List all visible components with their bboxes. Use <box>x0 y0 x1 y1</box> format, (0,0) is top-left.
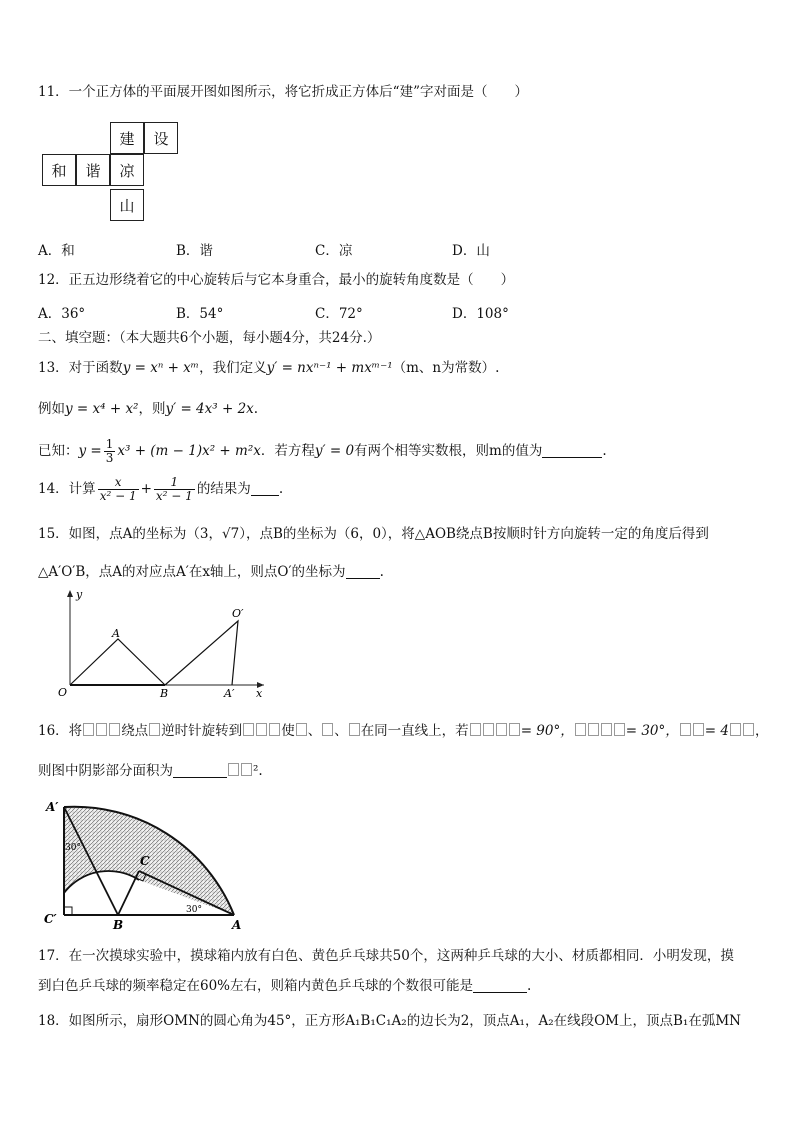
q16-text-d: 使 <box>281 723 295 739</box>
q17-line2 <box>38 977 531 995</box>
label-a: A <box>232 918 242 930</box>
q17-text: 到白色乒乓球的频率稳定在60%左右，则箱内黄色乒乓球的个数很可能是 <box>38 978 474 994</box>
label-o-prime: O′ <box>232 607 244 620</box>
q11-option-b: B．谐 <box>176 243 213 259</box>
missing-symbol-icon <box>729 723 755 739</box>
q16-text-b: 绕点 <box>121 723 149 739</box>
section-heading: 二、填空题：（本大题共6个小题，每小题4分，共24分.） <box>38 330 381 346</box>
q16-end: ². <box>253 763 263 779</box>
right-angle-c1 <box>64 907 72 915</box>
q12-option-b: B．54° <box>176 306 224 322</box>
q16-line1 <box>38 722 768 740</box>
q14-line <box>38 474 283 506</box>
q14-result: 的结果为 <box>196 481 251 497</box>
label-a-prime: A′ <box>46 800 59 814</box>
q13-line1 <box>38 359 499 377</box>
q17-line1: 17．在一次摸球实验中，摸球箱内放有白色、黄色乒乓球共50个，这两种乒乓球的大小、材质都相同．小明发现，摸 <box>38 948 734 964</box>
label-a-prime: A′ <box>224 687 235 700</box>
triangle-aob <box>70 639 165 685</box>
q13-line2 <box>38 400 258 418</box>
q13-constants: （m、n为常数）. <box>392 360 500 376</box>
triangle-a1o1b <box>165 621 238 685</box>
q12-option-c: C．72° <box>315 306 363 322</box>
q11-option-c: C．凉 <box>315 243 353 259</box>
q13-example-function: y = x⁴ + x² <box>65 401 139 417</box>
q17-end: . <box>527 978 532 994</box>
q16-text-f: 、 <box>334 723 348 739</box>
missing-symbol-icon <box>679 723 705 739</box>
q13-example-derivative: y′ = 4x³ + 2x <box>165 401 254 417</box>
q16-text-c: 逆时针旋转到 <box>161 723 243 739</box>
q14-compute: 14．计算 <box>38 481 96 497</box>
q11-option-d: D．山 <box>452 243 490 259</box>
q15-text: △A′O′B，点A的对应点A′在x轴上，则点O′的坐标为 <box>38 564 346 580</box>
label-x: x <box>256 687 263 700</box>
q13-define: ，我们定义 <box>199 360 267 376</box>
q13-condition: 有两个相等实数根，则m的值为 <box>354 443 543 459</box>
q11-text: 11．一个正方体的平面展开图如图所示，将它折成正方体后“建”字对面是（ ） <box>38 84 528 100</box>
net-cell-liang: 凉 <box>110 154 144 186</box>
q13-answer-blank[interactable] <box>542 443 602 458</box>
q13-given: 已知： <box>38 443 79 459</box>
q16-text-i: = 30°， <box>625 723 679 739</box>
q18-line1: 18．如图所示，扇形OMN的圆心角为45°，正方形A₁B₁C₁A₂的边长为2，顶点A₁，A₂在线段OM上，顶点B₁在弧MN <box>38 1013 741 1029</box>
q12-option-d: D．108° <box>452 306 509 322</box>
label-angle-a: 30° <box>186 905 202 915</box>
q13-example: 例如 <box>38 401 65 417</box>
q14-answer-blank[interactable] <box>251 481 279 496</box>
q16-text-k: ， <box>754 723 769 739</box>
missing-symbol-icon <box>469 723 521 739</box>
q14-fraction-1: $\frac{x}{\text{x² − 1}}$ <box>99 475 137 503</box>
q13-period: . <box>253 401 259 417</box>
missing-symbol-icon <box>148 723 161 739</box>
net-cell-she: 设 <box>144 122 178 154</box>
label-o: O <box>58 686 68 699</box>
q16-text-a: 16．将 <box>38 723 83 739</box>
q14-end: . <box>278 481 284 497</box>
missing-symbol-icon <box>227 763 253 779</box>
label-c-prime: C′ <box>44 912 57 926</box>
q13-function: y = xⁿ + xᵐ <box>122 360 200 376</box>
missing-symbol-icon <box>295 723 308 739</box>
q12-option-a: A．36° <box>38 306 86 322</box>
q15-answer-blank[interactable] <box>346 564 380 579</box>
q13-fraction: $\frac{1}{3}$ <box>105 437 114 465</box>
missing-symbol-icon <box>348 723 361 739</box>
q15-line1: 15．如图，点A的坐标为（3，√7），点B的坐标为（6，0），将△AOB绕点B按顺时针方向旋转一定的角度后得到 <box>38 526 709 542</box>
q13-intro: 13．对于函数 <box>38 360 123 376</box>
q15-end: . <box>379 564 384 580</box>
missing-symbol-icon <box>82 723 121 739</box>
label-angle-a1: 30° <box>65 843 81 853</box>
y-axis-arrow-icon <box>67 590 73 597</box>
q13-equation: y′ = 0 <box>314 443 355 459</box>
q13-polynomial: x³ + (m − 1)x² + m²x <box>117 443 261 459</box>
net-cell-shan: 山 <box>110 189 144 221</box>
label-c: C <box>140 854 150 868</box>
net-cell-he: 和 <box>42 154 76 186</box>
net-cell-jian: 建 <box>110 122 144 154</box>
label-b: B <box>160 687 169 700</box>
q13-then: ，则 <box>138 401 166 417</box>
q17-answer-blank[interactable] <box>473 978 527 993</box>
segment-b-c <box>118 871 139 915</box>
label-y: y <box>76 588 83 601</box>
q16-shaded-sector-figure <box>40 795 255 930</box>
label-b: B <box>113 918 124 930</box>
q15-line2 <box>38 563 384 581</box>
q16-question: 则图中阴影部分面积为 <box>38 763 173 779</box>
q12-text: 12．正五边形绕着它的中心旋转后与它本身重合，最小的旋转角度数是（ ） <box>38 272 515 288</box>
q13-if: ．若方程 <box>260 443 315 459</box>
q16-text-j: = 4 <box>704 723 729 739</box>
q16-answer-blank[interactable] <box>173 763 227 778</box>
q15-coordinate-figure <box>52 585 272 700</box>
label-a: A <box>112 627 120 640</box>
q16-line2 <box>38 762 263 780</box>
q13-line3 <box>38 436 607 468</box>
q11-option-a: A．和 <box>38 243 75 259</box>
missing-symbol-icon <box>321 723 334 739</box>
q16-text-e: 、 <box>307 723 322 739</box>
q16-text-g: 在同一直线上，若 <box>360 723 469 739</box>
missing-symbol-icon <box>574 723 626 739</box>
net-cell-xie: 谐 <box>76 154 110 186</box>
q13-end: . <box>602 443 607 459</box>
q16-text-h: = 90°， <box>520 723 574 739</box>
q14-plus: + <box>140 481 152 497</box>
q13-y-eq: y = <box>78 443 102 459</box>
q14-fraction-2: $\frac{1}{\text{x² − 1}}$ <box>155 475 193 503</box>
missing-symbol-icon <box>242 723 281 739</box>
q13-derivative: y′ = nxⁿ⁻¹ + mxᵐ⁻¹ <box>266 360 393 376</box>
